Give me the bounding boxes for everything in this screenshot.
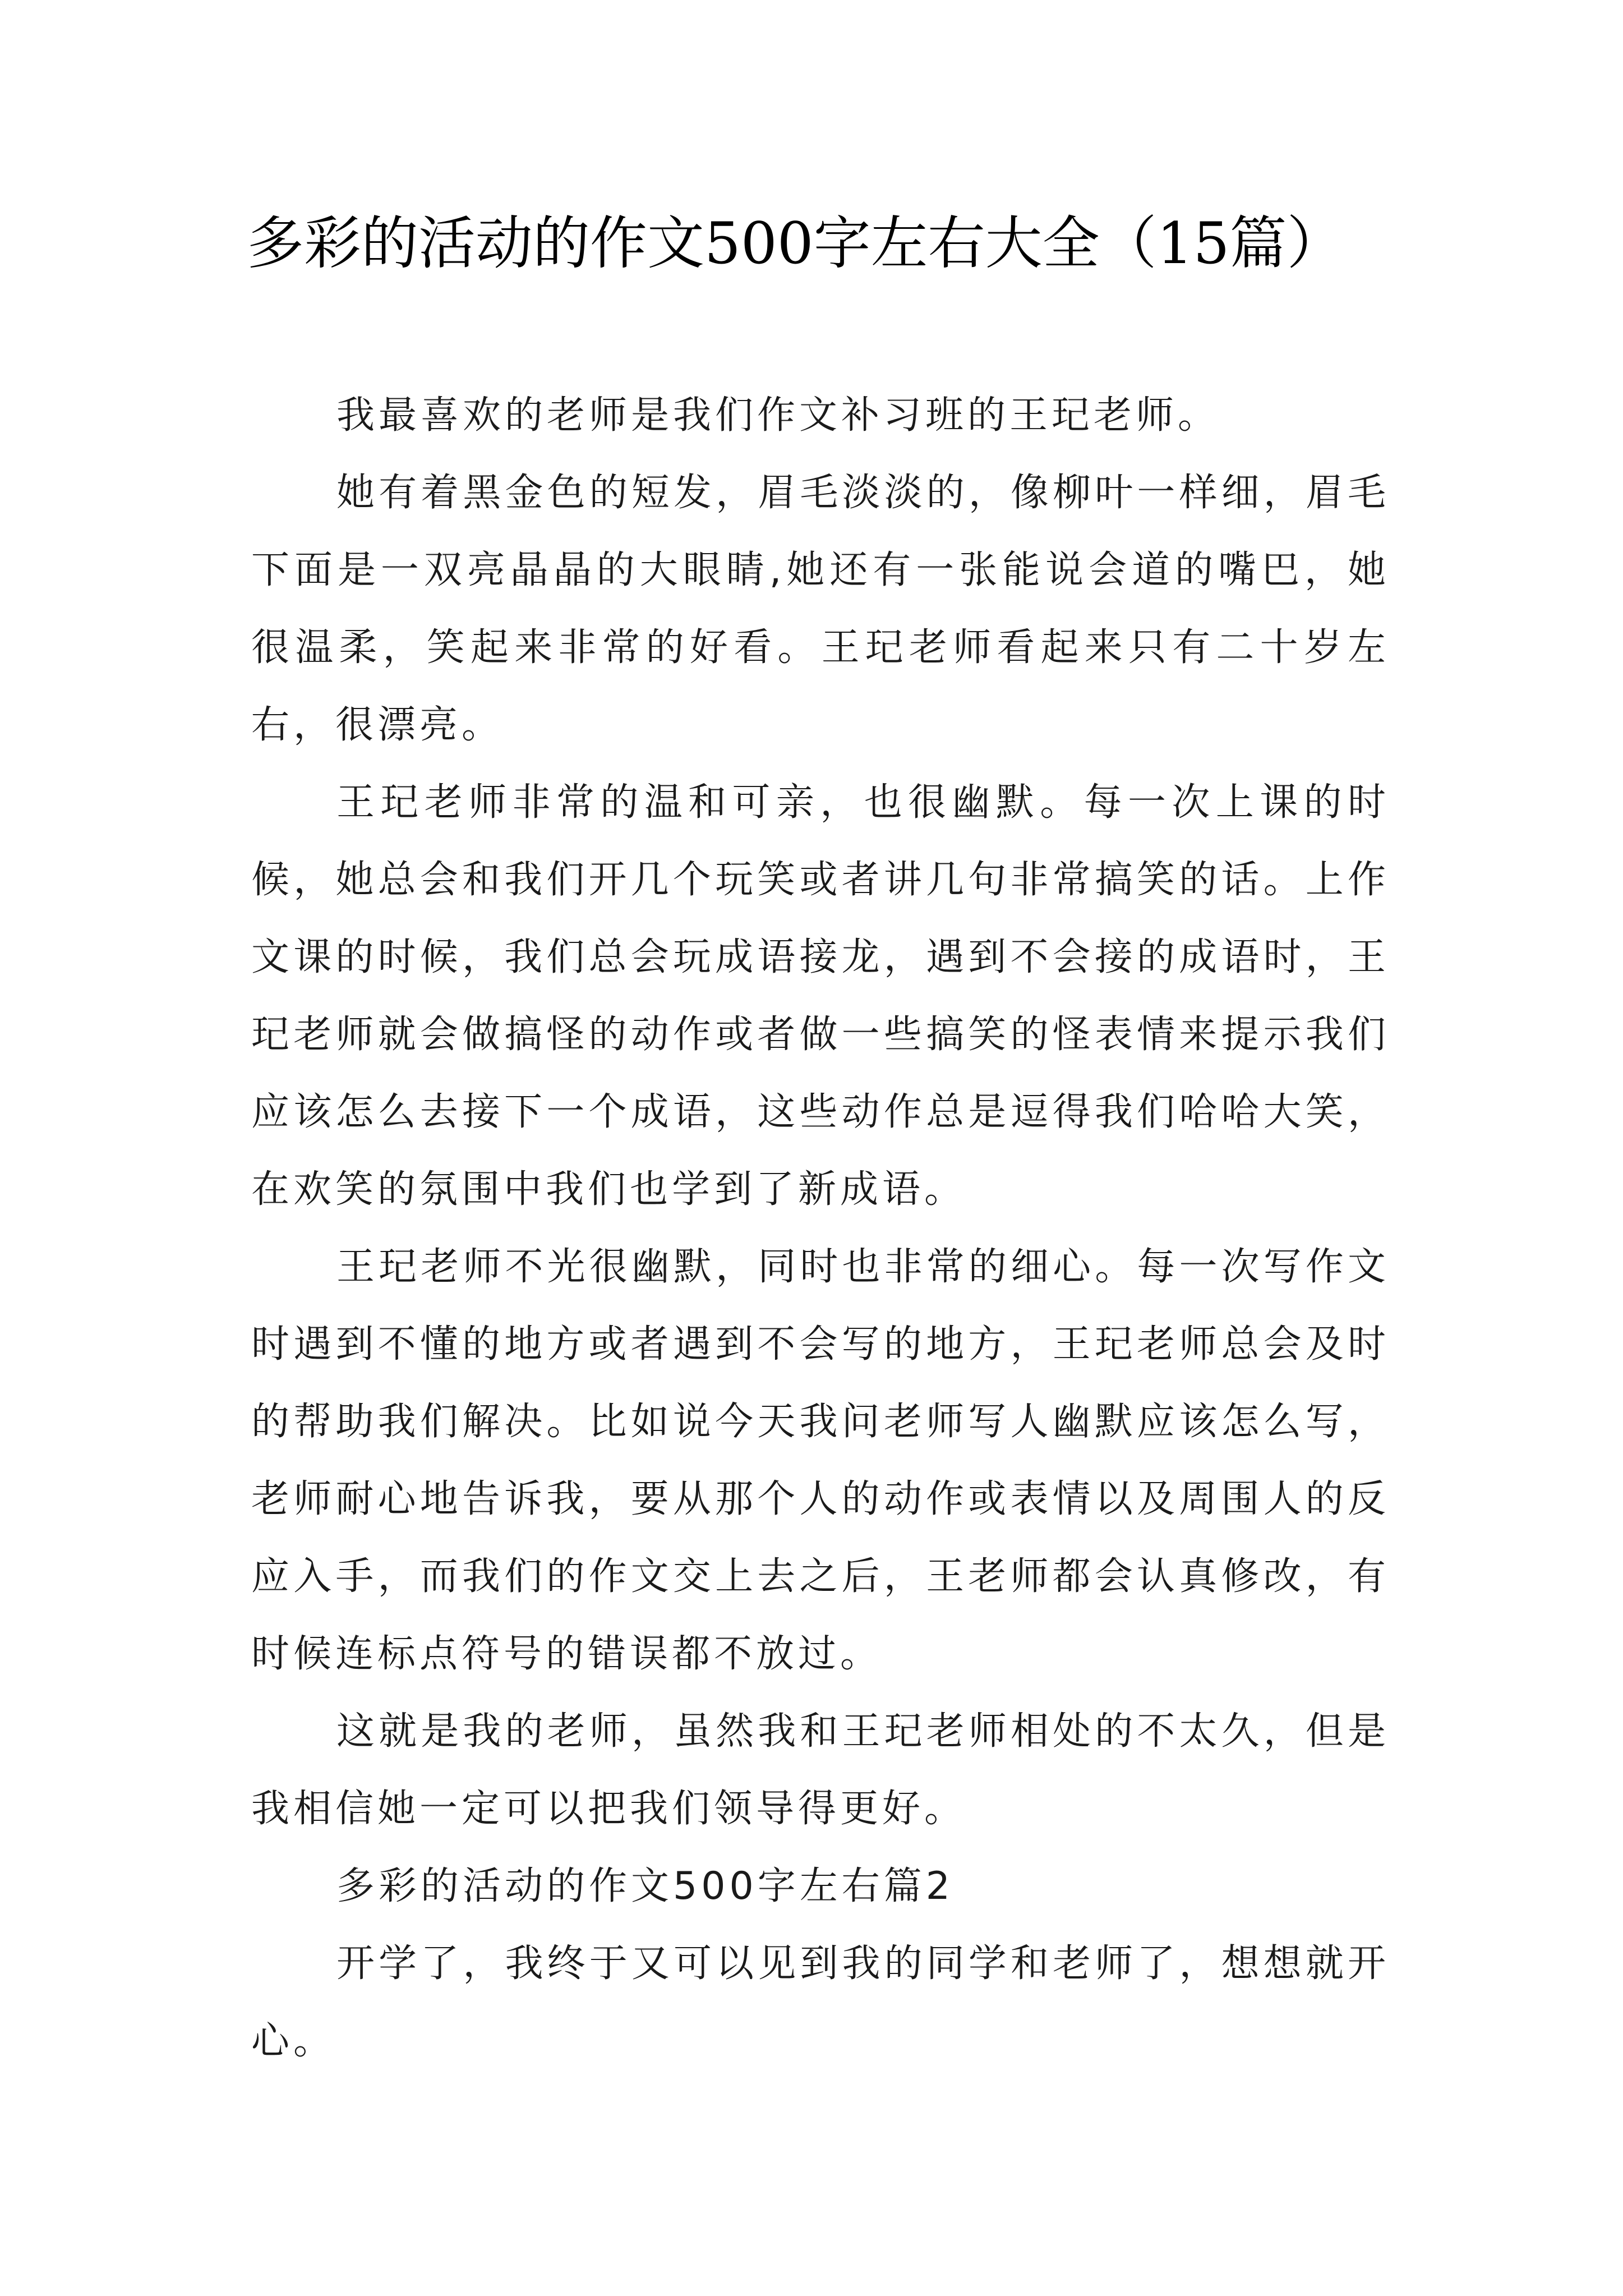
paragraph: 开学了，我终于又可以见到我的同学和老师了，想想就开心。 <box>251 1941 1390 2063</box>
document-title: 多彩的活动的作文500字左右大全（15篇） <box>247 210 1344 277</box>
section-heading: 多彩的活动的作文500字左右篇2 <box>336 1864 955 1908</box>
document-body <box>251 377 1390 2080</box>
paragraph: 我最喜欢的老师是我们作文补习班的王玘老师。 <box>336 393 1220 438</box>
paragraph: 王玘老师非常的温和可亲，也很幽默。每一次上课的时候，她总会和我们开几个玩笑或者讲几句非常搞笑的话。上作文课的时候，我们总会玩成语接龙，遇到不会接的成语时，王玘老师就会做搞怪的动作或者做一些搞笑的怪表情来提示我们应该怎么去接下一个成语，这些动作总是逗得我们哈哈大笑，在欢笑的氛围中我们也学到了新成语。 <box>251 780 1390 1212</box>
paragraph: 她有着黑金色的短发，眉毛淡淡的，像柳叶一样细，眉毛下面是一双亮晶晶的大眼睛,她还有一张能说会道的嘴巴，她很温柔，笑起来非常的好看。王玘老师看起来只有二十岁左右，很漂亮。 <box>251 471 1390 747</box>
paragraph: 王玘老师不光很幽默，同时也非常的细心。每一次写作文时遇到不懂的地方或者遇到不会写的地方，王玘老师总会及时的帮助我们解决。比如说今天我问老师写人幽默应该怎么写，老师耐心地告诉我，要从那个人的动作或表情以及周围人的反应入手，而我们的作文交上去之后，王老师都会认真修改，有时候连标点符号的错误都不放过。 <box>251 1245 1390 1676</box>
paragraph: 这就是我的老师，虽然我和王玘老师相处的不太久，但是我相信她一定可以把我们领导得更好。 <box>251 1709 1390 1831</box>
